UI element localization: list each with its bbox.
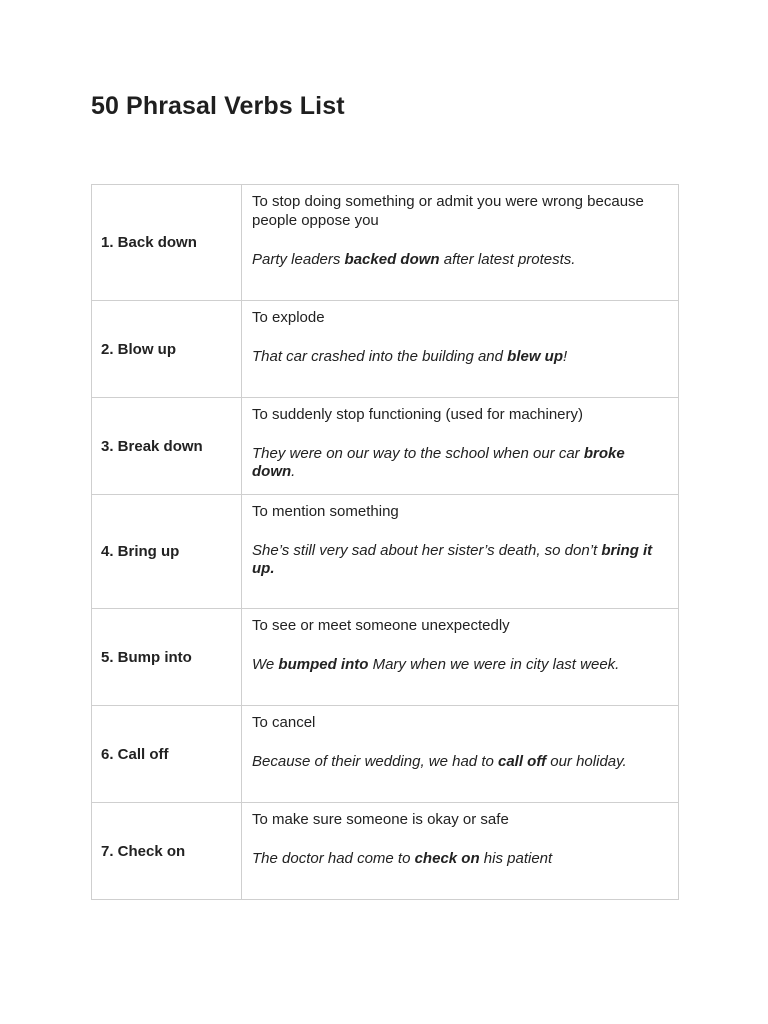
definition-cell	[242, 609, 679, 706]
definition-text: To mention something	[252, 503, 399, 520]
example-sentence	[252, 542, 668, 578]
definition-text: To cancel	[252, 714, 316, 731]
example-sentence	[252, 251, 668, 269]
example-highlight: broke down	[252, 445, 625, 480]
verb-cell: 2. Blow up	[92, 301, 242, 398]
definition-text: To stop doing something or admit you were wrong because people oppose you	[252, 193, 644, 229]
table-row	[92, 803, 679, 900]
example-text: They were on our way to the school when our car	[252, 445, 584, 462]
definition-cell	[242, 301, 679, 398]
verb-cell: 5. Bump into	[92, 609, 242, 706]
example-highlight: call off	[498, 753, 547, 770]
example-sentence	[252, 348, 668, 366]
example-text: That car crashed into the building and	[252, 348, 508, 365]
example-sentence	[252, 850, 668, 868]
table-row	[92, 398, 679, 495]
table-row	[92, 495, 679, 609]
example-text: She’s still very sad about her sister’s death, so don’t	[252, 542, 602, 559]
example-highlight: check on	[414, 850, 480, 867]
example-sentence	[252, 656, 668, 674]
table-row	[92, 609, 679, 706]
phrasal-verbs-table	[91, 184, 679, 900]
definition-cell	[242, 495, 679, 609]
definition-text: To make sure someone is okay or safe	[252, 811, 509, 828]
verb-cell: 1. Back down	[92, 185, 242, 301]
table-row	[92, 301, 679, 398]
example-highlight: backed down	[344, 251, 440, 268]
example-text: after latest protests.	[439, 251, 576, 268]
example-text: We	[252, 656, 279, 673]
definition-cell	[242, 398, 679, 495]
table-row	[92, 706, 679, 803]
example-highlight: bring it up.	[252, 542, 653, 577]
definition-cell	[242, 803, 679, 900]
example-text: Because of their wedding, we had to	[252, 753, 498, 770]
table-row	[92, 185, 679, 301]
example-highlight: bumped into	[278, 656, 369, 673]
verb-cell: 4. Bring up	[92, 495, 242, 609]
verb-cell: 7. Check on	[92, 803, 242, 900]
definition-text: To see or meet someone unexpectedly	[252, 617, 510, 634]
example-text: his patient	[479, 850, 553, 867]
verb-cell: 3. Break down	[92, 398, 242, 495]
definition-cell	[242, 185, 679, 301]
definition-cell	[242, 706, 679, 803]
page-title: 50 Phrasal Verbs List	[91, 92, 345, 120]
example-text: .	[291, 463, 296, 480]
example-highlight: blew up	[507, 348, 564, 365]
definition-text: To suddenly stop functioning (used for machinery)	[252, 406, 584, 423]
example-text: Party leaders	[252, 251, 345, 268]
verb-cell: 6. Call off	[92, 706, 242, 803]
definition-text: To explode	[252, 309, 325, 326]
example-text: our holiday.	[546, 753, 627, 770]
example-text: Mary when we were in city last week.	[368, 656, 620, 673]
example-sentence	[252, 445, 668, 481]
example-sentence	[252, 753, 668, 771]
example-text: !	[563, 348, 568, 365]
example-text: The doctor had come to	[252, 850, 415, 867]
